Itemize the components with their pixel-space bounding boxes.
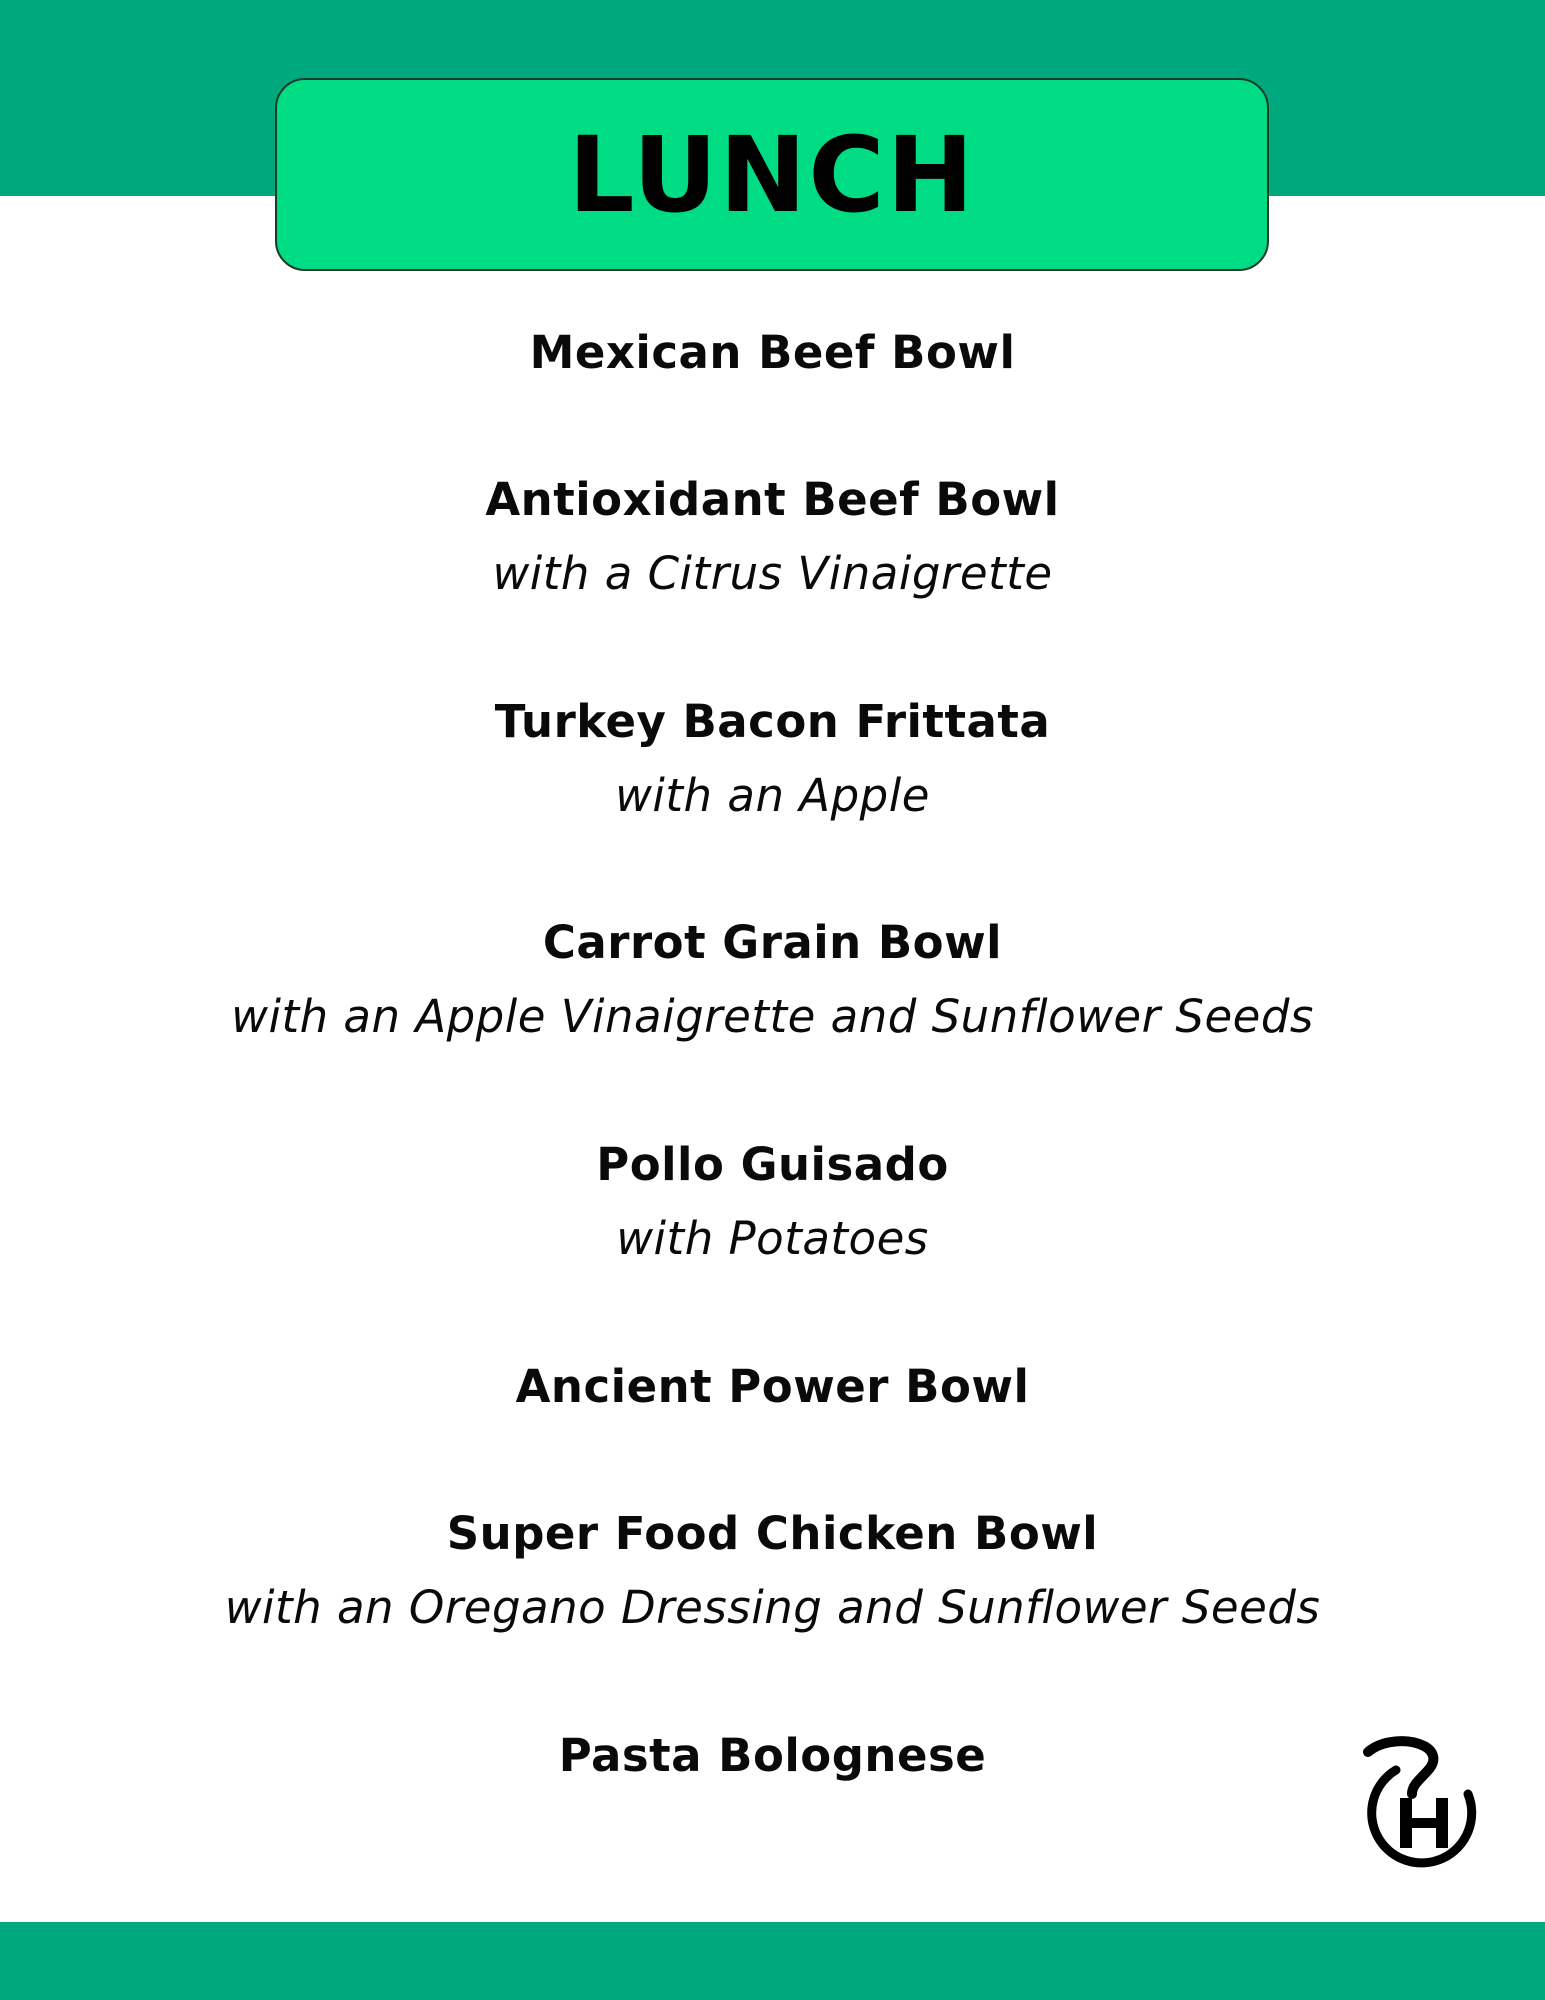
menu-item-name: Pasta Bolognese <box>558 1729 987 1782</box>
menu-item-name: Super Food Chicken Bowl <box>446 1507 1099 1560</box>
menu-item-description: with Potatoes <box>616 1212 929 1265</box>
menu-item-description: with an Oregano Dressing and Sunflower Seeds <box>224 1581 1321 1634</box>
menu-item-description: with an Apple <box>615 769 930 822</box>
menu-item-name: Carrot Grain Bowl <box>542 916 1003 969</box>
menu-item-name: Pollo Guisado <box>596 1138 949 1191</box>
menu-item-description: with an Apple Vinaigrette and Sunflower Seeds <box>231 990 1314 1043</box>
menu-item-name: Mexican Beef Bowl <box>529 326 1016 379</box>
menu-item-name: Antioxidant Beef Bowl <box>485 473 1060 526</box>
menu-item-description: with a Citrus Vinaigrette <box>492 547 1053 600</box>
menu-item-name: Ancient Power Bowl <box>515 1360 1030 1413</box>
page-title: LUNCH <box>568 113 976 236</box>
bottom-color-band <box>0 1922 1545 2000</box>
h-logo-icon <box>1360 1732 1490 1877</box>
menu-item-name: Turkey Bacon Frittata <box>494 695 1051 748</box>
title-banner <box>275 78 1269 271</box>
